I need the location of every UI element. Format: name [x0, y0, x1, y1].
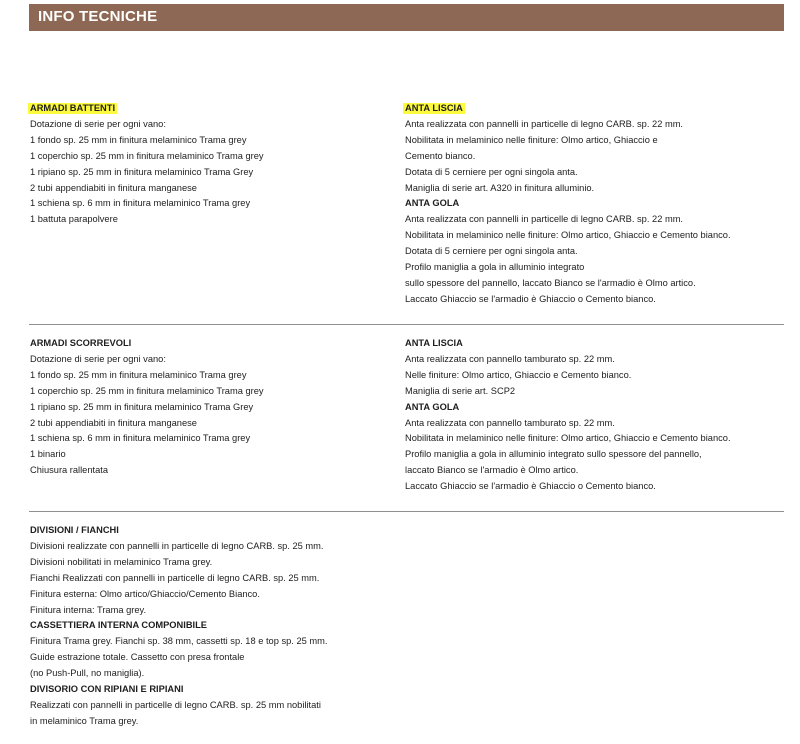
text-line: (no Push-Pull, no maniglia). [30, 668, 145, 679]
text-line: 1 fondo sp. 25 mm in finitura melaminico Trama grey [30, 369, 247, 380]
text-line: Laccato Ghiaccio se l'armadio è Ghiaccio o Cemento bianco. [405, 481, 656, 492]
armadi-battenti-section [30, 101, 400, 228]
text-line: Maniglia di serie art. A320 in finitura alluminio. [405, 182, 595, 193]
text-line: 1 schiena sp. 6 mm in finitura melaminico Trama grey [30, 433, 251, 444]
text-line: 1 coperchio sp. 25 mm in finitura melaminico Trama grey [30, 150, 264, 161]
text-line: Cemento bianco. [405, 150, 476, 161]
text-line: Divisioni nobilitati in melaminico Trama grey. [30, 556, 213, 567]
armadi-scorrevoli-heading: ARMADI SCORREVOLI [30, 338, 132, 348]
section-divider [29, 324, 784, 325]
anta-liscia-heading: ANTA LISCIA [405, 103, 463, 113]
text-line: Finitura Trama grey. Fianchi sp. 38 mm, cassetti sp. 18 e top sp. 25 mm. [30, 636, 328, 647]
cassettiera-heading: CASSETTIERA INTERNA COMPONIBILE [30, 620, 207, 631]
accessori-section [30, 523, 450, 730]
divisioni-heading: DIVISIONI / FIANCHI [30, 525, 119, 535]
header-banner [29, 4, 784, 31]
text-line: Nobilitata in melaminico nelle finiture: Olmo artico, Ghiaccio e Cemento bianco. [405, 230, 731, 241]
text-line: Nobilitata in melaminico nelle finiture: Olmo artico, Ghiaccio e Cemento bianco. [405, 433, 731, 444]
text-line: 1 binario [30, 449, 66, 460]
scorrevoli-ante-section [405, 336, 775, 495]
text-line: Nobilitata in melaminico nelle finiture: Olmo artico, Ghiaccio e [405, 134, 658, 145]
text-line: 1 fondo sp. 25 mm in finitura melaminico Trama grey [30, 134, 247, 145]
text-line: Dotazione di serie per ogni vano: [30, 353, 166, 364]
anta-liscia-heading: ANTA LISCIA [405, 338, 463, 348]
divisorio-heading: DIVISORIO CON RIPIANI E RIPIANI [30, 684, 184, 695]
text-line: Profilo maniglia a gola in alluminio integrato sullo spessore del pannello, [405, 449, 702, 460]
text-line: 1 battuta parapolvere [30, 214, 118, 225]
anta-gola-heading: ANTA GOLA [405, 401, 460, 412]
text-line: Laccato Ghiaccio se l'armadio è Ghiaccio o Cemento bianco. [405, 293, 656, 304]
text-line: Anta realizzata con pannello tamburato sp. 22 mm. [405, 417, 615, 428]
text-line: Anta realizzata con pannelli in particelle di legno CARB. sp. 22 mm. [405, 214, 684, 225]
text-line: Profilo maniglia a gola in alluminio integrato [405, 262, 585, 273]
text-line: Divisioni realizzate con pannelli in particelle di legno CARB. sp. 25 mm. [30, 540, 324, 551]
text-line: Nelle finiture: Olmo artico, Ghiaccio e Cemento bianco. [405, 369, 632, 380]
text-line: Maniglia di serie art. SCP2 [405, 385, 516, 396]
text-line: Finitura esterna: Olmo artico/Ghiaccio/Cemento Bianco. [30, 588, 260, 599]
text-line: Chiusura rallentata [30, 465, 109, 476]
text-line: 1 coperchio sp. 25 mm in finitura melaminico Trama grey [30, 385, 264, 396]
text-line: Dotata di 5 cerniere per ogni singola anta. [405, 246, 578, 257]
text-line: Finitura interna: Trama grey. [30, 604, 147, 615]
armadi-battenti-heading: ARMADI BATTENTI [30, 103, 116, 113]
armadi-scorrevoli-section [30, 336, 400, 479]
section-divider [29, 511, 784, 512]
text-line: 2 tubi appendiabiti in finitura manganese [30, 182, 197, 193]
text-line: Dotazione di serie per ogni vano: [30, 118, 166, 129]
text-line: 1 ripiano sp. 25 mm in finitura melaminico Trama Grey [30, 401, 254, 412]
page-title: INFO TECNICHE [38, 8, 158, 25]
text-line: Realizzati con pannelli in particelle di legno CARB. sp. 25 mm nobilitati [30, 699, 321, 710]
anta-gola-heading: ANTA GOLA [405, 198, 460, 209]
text-line: 2 tubi appendiabiti in finitura manganese [30, 417, 197, 428]
battenti-ante-section [405, 101, 775, 308]
text-line: 1 ripiano sp. 25 mm in finitura melaminico Trama Grey [30, 166, 254, 177]
text-line: 1 schiena sp. 6 mm in finitura melaminico Trama grey [30, 198, 251, 209]
text-line: sullo spessore del pannello, laccato Bianco se l'armadio è Olmo artico. [405, 277, 696, 288]
text-line: Dotata di 5 cerniere per ogni singola anta. [405, 166, 578, 177]
text-line: Fianchi Realizzati con pannelli in particelle di legno CARB. sp. 25 mm. [30, 572, 320, 583]
text-line: laccato Bianco se l'armadio è Olmo artico. [405, 465, 579, 476]
text-line: Guide estrazione totale. Cassetto con presa frontale [30, 652, 245, 663]
text-line: Anta realizzata con pannelli in particelle di legno CARB. sp. 22 mm. [405, 118, 684, 129]
text-line: Anta realizzata con pannello tamburato sp. 22 mm. [405, 353, 615, 364]
text-line: in melaminico Trama grey. [30, 715, 139, 726]
